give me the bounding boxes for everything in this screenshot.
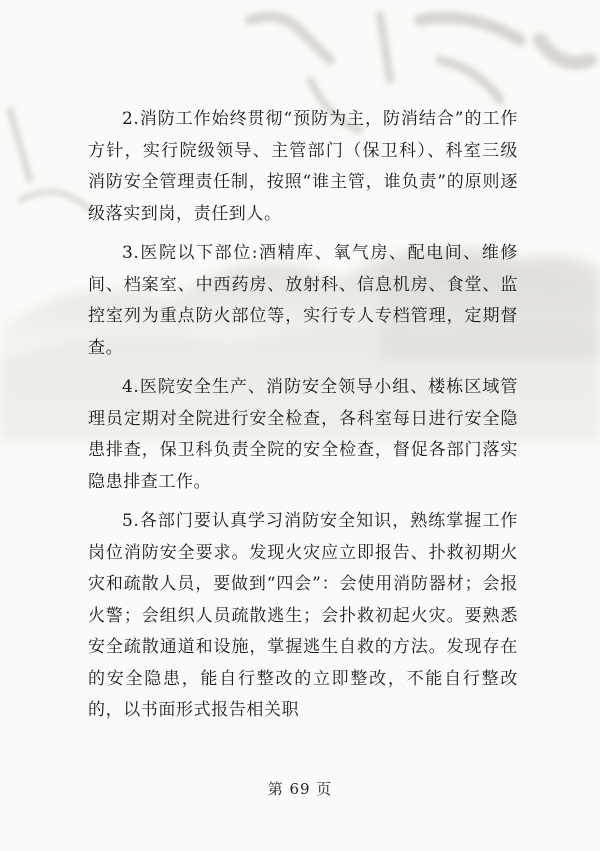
page-number: 第 69 页 <box>267 780 333 798</box>
document-body <box>88 104 518 735</box>
paragraph-4: 4.医院安全生产、消防安全领导小组、楼栋区域管理员定期对全院进行安全检查，各科室每日进行安全隐患排查，保卫科负责全院的安全检查，督促各部门落实隐患排查工作。 <box>88 377 518 492</box>
paragraph-2: 2.消防工作始终贯彻“预防为主，防消结合”的工作方针，实行院级领导、主管部门（保卫科）、科室三级消防安全管理责任制，按照“谁主管，谁负责”的原则逐级落实到岗，责任到人。 <box>88 109 518 224</box>
paragraph-3: 3.医院以下部位:酒精库、氧气房、配电间、维修间、档案室、中西药房、放射科、信息机房、食堂、监控室列为重点防火部位等，实行专人专档管理，定期督查。 <box>88 243 518 358</box>
paragraph-5: 5.各部门要认真学习消防安全知识，熟练掌握工作岗位消防安全要求。发现火灾应立即报告、扑救初期火灾和疏散人员，要做到“四会”：会使用消防器材；会报火警；会组织人员疏散逃生；会扑救初起火灾。要熟悉安全疏散通道和设施，掌握逃生自救的方法。发现存在的安全隐患，能自行整改的立即整改，不能自行整改的，以书面形式报告相关职 <box>88 511 518 720</box>
